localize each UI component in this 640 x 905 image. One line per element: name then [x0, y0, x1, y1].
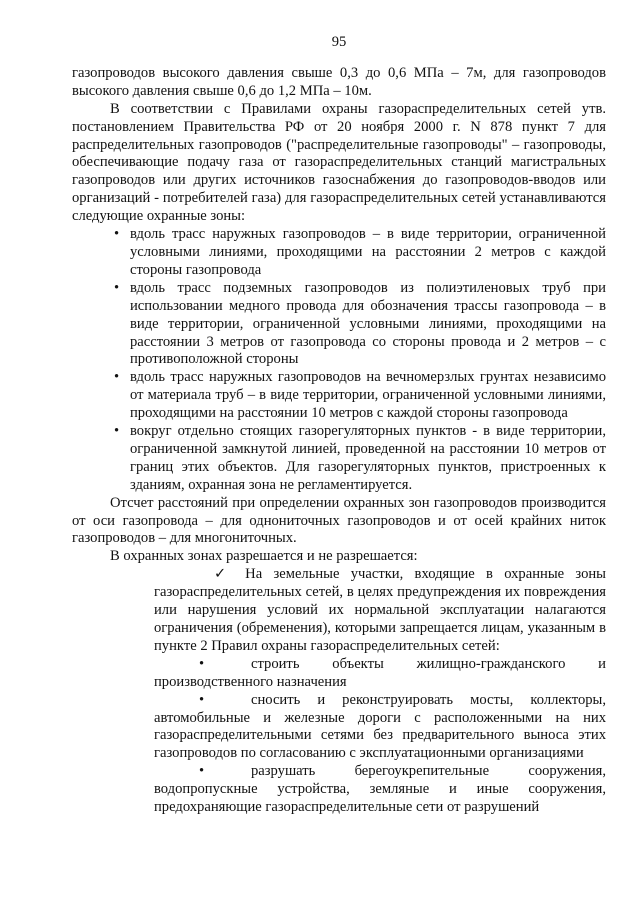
list-item: • вокруг отдельно стоящих газорегуляторных пунктов - в виде территории, ограниченной замкнутой линией, проведенной на расстоянии 10 метров от границ этих объектов. Для газорегуляторных пунктов, пристроенных к зданиям, охранная зона не регламентируется. — [130, 423, 606, 495]
allowed-paragraph: В охранных зонах разрешается и не разрешается: — [110, 548, 418, 565]
list-item — [154, 763, 606, 817]
list-item: • вдоль трасс наружных газопроводов на вечномерзлых грунтах независимо от материала труб – в виде территории, ограниченной условными линиями, проходящими на расстоянии 10 метров с каждой стороны газопровода — [130, 369, 606, 423]
bullet-icon: • — [199, 691, 205, 708]
list-item: • вдоль трасс подземных газопроводов из полиэтиленовых труб при использовании медного провода для обозначения трассы газопровода – в виде территории, ограниченной условными линиями, проходящими на расстоянии 3 метров от газопровода со стороны провода и 2 метров – с противоположной стороны — [130, 280, 606, 370]
intro-paragraph: газопроводов высокого давления свыше 0,3 до 0,6 МПа – 7м, для газопроводов высокого давления свыше 0,6 до 1,2 МПа – 10м. — [72, 64, 606, 99]
prohibited-item-text: сносить и реконструировать мосты, коллекторы, автомобильные и железные дороги с расположенными на них газораспределительными сетями без предварительного выноса этих газопроводов по согласованию с эксплуатационными организациями — [154, 691, 606, 762]
list-item — [154, 692, 606, 764]
list-item — [154, 656, 606, 692]
restriction-paragraph — [154, 566, 606, 656]
rules-paragraph: В соответствии с Правилами охраны газораспределительных сетей утв. постановлением Правительства РФ от 20 ноября 2000 г. N 878 пункт 7 для распределительных газопроводов ("распределительные газопроводы" – газопроводы, обеспечивающие подачу газа от газораспределительных станций магистральных газопроводов или других источников газоснабжения до газопроводов-вводов или организаций - потребителей газа) для газораспределительных сетей устанавливаются следующие охранные зоны: — [72, 100, 606, 225]
protection-zones-list — [72, 226, 606, 495]
bullet-icon: • — [199, 655, 205, 672]
bullet-icon: • — [199, 763, 205, 780]
page-number: 95 — [331, 34, 347, 50]
restriction-text: На земельные участки, входящие в охранные зоны газораспределительных сетей, в целях предупреждения их повреждения или нарушения условий их нормальной эксплуатации налагаются ограничения (обременения), которыми запрещается лицам, указанным в пункте 2 Правил охраны газораспределительных сетей: — [154, 566, 606, 654]
prohibited-item-text: строить объекты жилищно-гражданского и производственного назначения — [154, 655, 606, 690]
restrictions-block — [154, 566, 606, 817]
checkmark-icon: ✓ — [214, 566, 234, 583]
prohibited-item-text: разрушать берегоукрепительные сооружения, водопропускные устройства, земляные и иные сооружения, предохраняющие газораспределительные сети от разрушений — [154, 763, 606, 816]
list-item: • вдоль трасс наружных газопроводов – в виде территории, ограниченной условными линиями, проходящими на расстоянии 2 метров с каждой стороны газопровода — [130, 226, 606, 280]
measurement-paragraph: Отсчет расстояний при определении охранных зон газопроводов производится от оси газопровода – для однониточных газопроводов и от осей крайних ниток газопроводов – для многониточных. — [72, 494, 606, 547]
